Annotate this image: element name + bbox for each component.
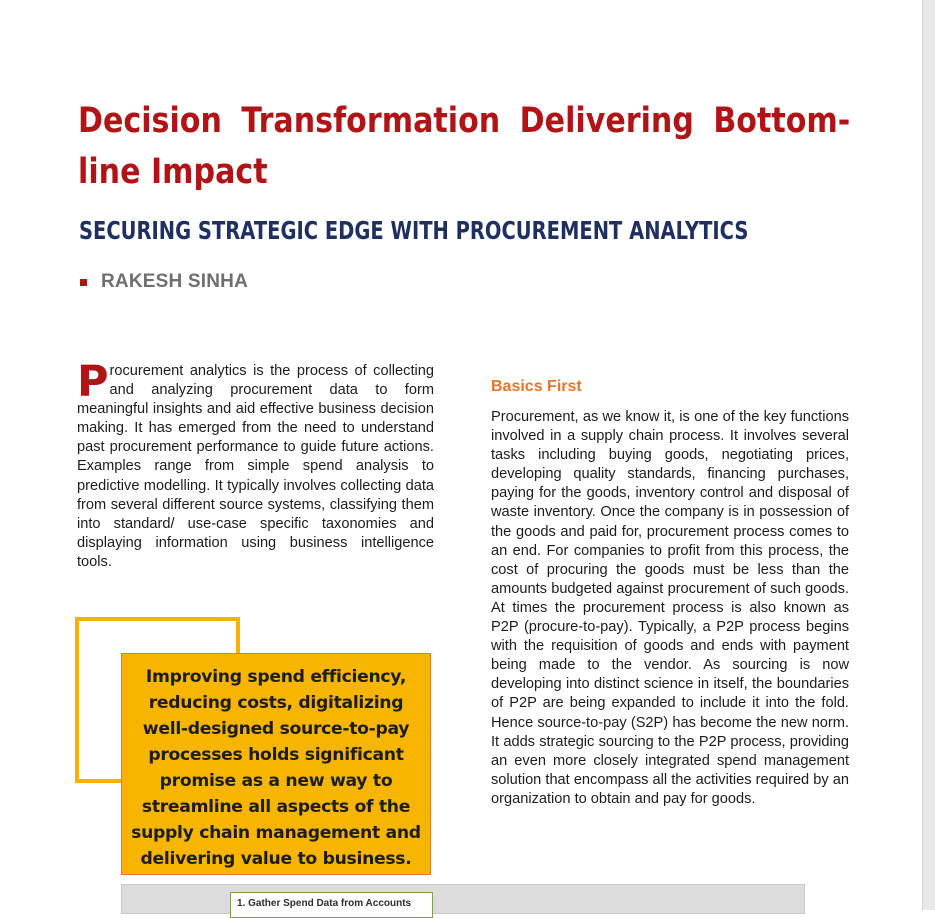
drop-cap: P — [77, 357, 109, 407]
section-body: Procurement, as we know it, is one of the key functions involved in a supply chain process. It involves several tasks including buying goods, negotiating prices, developing quality standards, financing purchases, paying for the goods, inventory control and disposal of waste inventory. Once the company is in possession of the goods and paid for, procurement process comes to an end. For companies to profit from this process, the cost of procuring the goods must be less than the amounts budgeted against procurement of such goods. At times the procurement process is also known as P2P (procure-to-pay). Typically, a P2P process begins with the requisition of goods and ends with payment being made to the vendor. As sourcing is now developing into distinct science in itself, the boundaries of P2P are being expanded to include it into the fold. Hence source-to-pay (S2P) has become the new norm. It adds strategic sourcing to the P2P process, providing an even more closely integrated spend management solution that encompass all the activities required by an organization to obtain and pay for goods. — [491, 409, 849, 807]
intro-text: rocurement analytics is the process of collecting and analyzing procurement data to form meaningful insights and aid effective business decision making. It has emerged from the need to understand past procurement performance to guide future actions. Examples range from simple spend analysis to predictive modelling. It typically involves collecting data from several different source systems, classifying them into standard/ use-case specific taxonomies and displaying information using business intelligence tools. — [77, 363, 434, 570]
section-heading: Basics First — [491, 378, 582, 395]
article-subtitle: SECURING STRATEGIC EDGE WITH PROCUREMENT ANALYTICS — [79, 216, 749, 245]
author-name: RAKESH SINHA — [101, 271, 249, 292]
bullet-icon — [80, 279, 87, 286]
scrollbar-gutter[interactable] — [922, 0, 935, 910]
intro-paragraph — [77, 357, 434, 572]
author-line — [80, 271, 248, 293]
pull-quote: Improving spend efficiency, reducing costs, digitalizing well-designed source-to-pay processes holds significant promise as a new way to streamline all aspects of the supply chain management and delivering value to business. — [121, 653, 431, 875]
figure-step-1: 1. Gather Spend Data from Accounts — [230, 892, 433, 918]
article-title: Decision Transformation Delivering Bottom-line Impact — [78, 101, 851, 192]
